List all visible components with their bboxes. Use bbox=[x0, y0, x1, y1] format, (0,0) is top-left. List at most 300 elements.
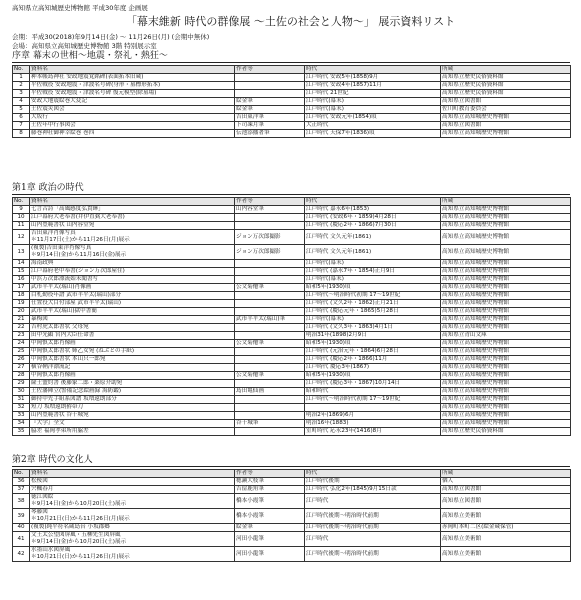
cell-no: 20 bbox=[13, 308, 30, 316]
cell-period: 江戸時代 (安政6年・1859)4月28日 bbox=[305, 214, 441, 222]
cell-owner: 高知県立高知城歴史博物館 bbox=[441, 308, 571, 316]
cell-name bbox=[30, 372, 235, 380]
cell-author: 公文菊僊筆 bbox=[235, 284, 305, 292]
table-row bbox=[13, 316, 571, 324]
item-name-line: 山内豊範書状 山内容堂宛 bbox=[31, 222, 95, 228]
item-name-line: 文王太公望図屏風・五柳先生図屏風 bbox=[31, 532, 121, 538]
table-row bbox=[13, 74, 571, 82]
cell-name bbox=[30, 230, 235, 245]
cell-period bbox=[305, 404, 441, 412]
cell-no: 6 bbox=[13, 114, 30, 122]
column-header-owner: 所蔵 bbox=[441, 198, 571, 206]
cell-no: 30 bbox=[13, 388, 30, 396]
table-row bbox=[13, 114, 571, 122]
table-row bbox=[13, 404, 571, 412]
cell-no: 33 bbox=[13, 412, 30, 420]
cell-name bbox=[30, 509, 235, 524]
cell-period: 明治16年(1883) bbox=[305, 420, 441, 428]
table-row bbox=[13, 420, 571, 428]
item-name-line: 大坂行 bbox=[31, 114, 48, 120]
cell-author bbox=[235, 324, 305, 332]
cell-owner: 高知県立高知城歴史博物館 bbox=[441, 388, 571, 396]
cell-name bbox=[30, 348, 235, 356]
cell-author bbox=[235, 396, 305, 404]
item-name-line: 七言古詩「高風感度弘貴曄」 bbox=[31, 206, 104, 212]
section-heading: 第2章 時代の文化人 bbox=[12, 455, 570, 467]
cell-author: 絵金筆 bbox=[235, 98, 305, 106]
cell-author: ジョン万次郎撮影 bbox=[235, 230, 305, 245]
cell-name bbox=[30, 316, 235, 324]
cell-owner: 高知県立図書館 bbox=[441, 98, 571, 106]
item-name-line: 水墨山水図屏風 bbox=[31, 547, 71, 553]
cell-owner: 高知県立高知城歴史博物館 bbox=[441, 222, 571, 230]
cell-period: 江戸時代 嘉永6年(1853) bbox=[305, 206, 441, 214]
cell-name bbox=[30, 82, 235, 90]
table-row bbox=[13, 340, 571, 348]
table-row bbox=[13, 122, 571, 130]
cell-owner: 高知県立高知城歴史博物館 bbox=[441, 316, 571, 324]
cell-no: 29 bbox=[13, 380, 30, 388]
cell-owner: 個人 bbox=[441, 478, 571, 486]
item-name-line: 田中光顕 宮内大臣任命書 bbox=[31, 332, 95, 338]
cell-author bbox=[235, 428, 305, 436]
cell-author: 河田小龍筆 bbox=[235, 547, 305, 562]
exhibit-table bbox=[12, 197, 571, 436]
table-row bbox=[13, 547, 571, 562]
cell-author bbox=[235, 222, 305, 230]
cell-period: 江戸時代 (慶応2年・1866)11月 bbox=[305, 356, 441, 364]
table-row bbox=[13, 324, 571, 332]
cell-owner: 高知県立歴史民俗資料館 bbox=[441, 74, 571, 82]
cell-no: 28 bbox=[13, 372, 30, 380]
cell-author: 穂瀬大枝筆 bbox=[235, 478, 305, 486]
cell-author: 谷干城筆 bbox=[235, 420, 305, 428]
cell-name bbox=[30, 214, 235, 222]
table-row bbox=[13, 284, 571, 292]
table-header-row bbox=[13, 198, 571, 206]
column-header-no: No. bbox=[13, 470, 30, 478]
item-name-line: 徳江図絵 bbox=[31, 494, 54, 500]
cell-owner: 赤岡町本町二区(絵金蔵保管) bbox=[441, 524, 571, 532]
cell-owner: 高知県立青山文庫 bbox=[441, 332, 571, 340]
cell-period: 江戸時代後期～明治時代前期 bbox=[305, 524, 441, 532]
table-row bbox=[13, 206, 571, 214]
cell-period: 昭和5年(1930)頃 bbox=[305, 284, 441, 292]
item-name-line: 中岡慎太郎書状 姉乙女宛 (ねぶとの手紙) bbox=[31, 348, 135, 354]
table-row bbox=[13, 106, 571, 114]
cell-no: 17 bbox=[13, 284, 30, 292]
cell-no: 18 bbox=[13, 292, 30, 300]
cell-no: 19 bbox=[13, 300, 30, 308]
cell-name bbox=[30, 300, 235, 308]
cell-period: 昭和5年(1930)頃 bbox=[305, 372, 441, 380]
item-name-line: 中岡慎太郎肖像画 bbox=[31, 340, 76, 346]
item-name-line: 松桜図 bbox=[31, 478, 48, 484]
cell-author bbox=[235, 404, 305, 412]
table-row bbox=[13, 222, 571, 230]
item-name-line: 暴梅図 bbox=[31, 316, 48, 322]
table-row bbox=[13, 300, 571, 308]
cell-no: 8 bbox=[13, 130, 30, 138]
column-header-name: 資料名 bbox=[30, 470, 235, 478]
cell-author: 武市半平太(瑞山)筆 bbox=[235, 316, 305, 324]
item-name-line: 江戸幕府老中奉書(ジョン万次郎屋住) bbox=[31, 268, 125, 274]
cell-owner: 高知県立高知城歴史博物館 bbox=[441, 284, 571, 292]
cell-author bbox=[235, 260, 305, 268]
exhibition-period: 会期：平成30(2018)年9月14日(金) ～ 11月26日(月) (会期中無休) bbox=[12, 33, 210, 41]
item-name-line: 土佐年中行事図会 bbox=[31, 122, 76, 128]
cell-period: 江戸時代 文久元年(1861) bbox=[305, 230, 441, 245]
column-header-author: 作者等 bbox=[235, 198, 305, 206]
cell-owner: 高知県立美術館 bbox=[441, 509, 571, 524]
item-name-line: ＊9月14日(金)から11月16日(金)展示 bbox=[31, 252, 127, 258]
item-name-line: 『大学』全文 bbox=[31, 420, 65, 426]
cell-owner: 高知県立高知城歴史博物館 bbox=[441, 348, 571, 356]
column-header-period: 時代 bbox=[305, 66, 441, 74]
cell-no: 24 bbox=[13, 340, 30, 348]
cell-name bbox=[30, 494, 235, 509]
org-line: 高知県立高知城歴史博物館 平成30年度 企画展 bbox=[12, 4, 148, 12]
cell-author bbox=[235, 300, 305, 308]
cell-no: 11 bbox=[13, 222, 30, 230]
cell-period: 江戸時代(幕末) bbox=[305, 98, 441, 106]
item-name-line: 横谷鞆洋漂流記 bbox=[31, 364, 71, 370]
cell-author bbox=[235, 268, 305, 276]
cell-author bbox=[235, 364, 305, 372]
cell-author bbox=[235, 356, 305, 364]
cell-name bbox=[30, 380, 235, 388]
cell-author bbox=[235, 412, 305, 420]
item-name-line: ＊10月21日(日)から11月26日(月)展示 bbox=[31, 516, 130, 522]
cell-author bbox=[235, 292, 305, 300]
cell-owner: 高知県立高知城歴史博物館 bbox=[441, 324, 571, 332]
cell-name bbox=[30, 284, 235, 292]
column-header-no: No. bbox=[13, 66, 30, 74]
column-header-owner: 所蔵 bbox=[441, 470, 571, 478]
table-row bbox=[13, 486, 571, 494]
item-name-line: 仕置役大目付部屋 武市半平太(瑞山) bbox=[31, 300, 122, 306]
section-heading: 第1章 政治の時代 bbox=[12, 183, 570, 195]
cell-no: 25 bbox=[13, 348, 30, 356]
cell-author: 公文菊僊筆 bbox=[235, 340, 305, 348]
cell-name bbox=[30, 130, 235, 138]
table-row bbox=[13, 82, 571, 90]
item-name-line: 武市半平太(瑞山)肖像画 bbox=[31, 284, 92, 290]
item-name-line: 土佐藩陣立(警備記念絵画録 海防鑑) bbox=[31, 388, 122, 394]
cell-name bbox=[30, 396, 235, 404]
table-row bbox=[13, 230, 571, 245]
cell-author bbox=[235, 74, 305, 82]
item-name-line: 薩土盟約書 後藤象二郎・桑原介助宛 bbox=[31, 380, 123, 386]
cell-no: 26 bbox=[13, 356, 30, 364]
item-name-line: ＊11月17日(土)から11月26日(月)展示 bbox=[31, 237, 130, 243]
cell-no: 42 bbox=[13, 547, 30, 562]
exhibit-table bbox=[12, 65, 571, 138]
item-name-line: 海南政典 bbox=[31, 260, 54, 266]
cell-name bbox=[30, 90, 235, 98]
item-name-line: ＊10月21日(日)から11月26日(月)展示 bbox=[31, 554, 130, 560]
cell-owner: 高知県立高知城歴史博物館 bbox=[441, 404, 571, 412]
cell-no: 22 bbox=[13, 324, 30, 332]
cell-no: 39 bbox=[13, 509, 30, 524]
cell-name bbox=[30, 292, 235, 300]
cell-owner: 高知県立図書館 bbox=[441, 122, 571, 130]
cell-period: 江戸時代 (文久3年・1863)4月1日 bbox=[305, 324, 441, 332]
item-name-line: ＊9月14日(金)から10月20日(土)展示 bbox=[31, 501, 127, 507]
table-row bbox=[13, 532, 571, 547]
cell-no: 9 bbox=[13, 206, 30, 214]
cell-period: 江戸時代 安政4年(1857)11月 bbox=[305, 82, 441, 90]
cell-name bbox=[30, 114, 235, 122]
cell-name bbox=[30, 308, 235, 316]
cell-owner: 高知県立高知城歴史博物館 bbox=[441, 114, 571, 122]
cell-owner: 高知県立高知城歴史博物館 bbox=[441, 245, 571, 260]
cell-author bbox=[235, 276, 305, 284]
cell-name bbox=[30, 388, 235, 396]
cell-period: 江戸時代 安政5年(1858)9月 bbox=[305, 74, 441, 82]
table-row bbox=[13, 428, 571, 436]
cell-period: 江戸時代(幕末) bbox=[305, 260, 441, 268]
cell-period: 江戸時代後期 bbox=[305, 478, 441, 486]
cell-author bbox=[235, 348, 305, 356]
item-name-line: 宍楓春月 bbox=[31, 486, 54, 492]
cell-period: 江戸時代～明治時代初期 17～19世紀 bbox=[305, 292, 441, 300]
item-name-line: 平佐戦役 安政地震・津波名号碑(身形・墓標形拓本) bbox=[31, 82, 161, 88]
cell-name bbox=[30, 324, 235, 332]
cell-no: 2 bbox=[13, 82, 30, 90]
cell-name bbox=[30, 74, 235, 82]
cell-no: 15 bbox=[13, 268, 30, 276]
item-name-line: 中岡慎太郎肖像画 bbox=[31, 372, 76, 378]
cell-name bbox=[30, 222, 235, 230]
cell-period: 江戸時代 bbox=[305, 532, 441, 547]
table-row bbox=[13, 245, 571, 260]
cell-author: 吉田東洋筆 bbox=[235, 114, 305, 122]
cell-period: 大正時代 bbox=[305, 122, 441, 130]
cell-name bbox=[30, 268, 235, 276]
table-row bbox=[13, 214, 571, 222]
cell-period: 江戸時代(幕末) bbox=[305, 276, 441, 284]
cell-author bbox=[235, 90, 305, 98]
cell-owner: 高知県立歴史民俗資料館 bbox=[441, 428, 571, 436]
cell-author: 公文菊僊筆 bbox=[235, 372, 305, 380]
cell-author: 島田亀仙画 bbox=[235, 388, 305, 396]
cell-author: 絵金筆 bbox=[235, 524, 305, 532]
cell-period: 江戸時代後期～明治時代前期 bbox=[305, 547, 441, 562]
cell-no: 27 bbox=[13, 364, 30, 372]
table-row bbox=[13, 364, 571, 372]
cell-name bbox=[30, 332, 235, 340]
cell-name bbox=[30, 486, 235, 494]
cell-no: 35 bbox=[13, 428, 30, 436]
item-name-line: 藤巻神社御神幸絵巻 巻四 bbox=[31, 130, 95, 136]
cell-owner: 高知県立美術館 bbox=[441, 547, 571, 562]
column-header-name: 資料名 bbox=[30, 198, 235, 206]
cell-no: 34 bbox=[13, 420, 30, 428]
cell-author bbox=[235, 380, 305, 388]
cell-period: 江戸時代 (慶応2年・1866)7月30日 bbox=[305, 222, 441, 230]
cell-author: ジョン万次郎撮影 bbox=[235, 245, 305, 260]
table-row bbox=[13, 412, 571, 420]
table-row bbox=[13, 276, 571, 284]
cell-no: 37 bbox=[13, 486, 30, 494]
column-header-author: 作者等 bbox=[235, 66, 305, 74]
item-name-line: ＊9月14日(金)から10月20日(土)展示 bbox=[31, 539, 127, 545]
item-name-line: 吉村虎太郎書状 父母宛 bbox=[31, 324, 89, 330]
cell-period: 江戸時代 bbox=[305, 494, 441, 509]
cell-name bbox=[30, 532, 235, 547]
cell-period: 室町時代 応永23年(1416)8月 bbox=[305, 428, 441, 436]
cell-owner: 高知県立高知城歴史博物館 bbox=[441, 206, 571, 214]
exhibit-table bbox=[12, 469, 571, 562]
cell-author bbox=[235, 82, 305, 90]
cell-author: 吉留鹿角筆 bbox=[235, 486, 305, 494]
cell-no: 10 bbox=[13, 214, 30, 222]
cell-no: 40 bbox=[13, 524, 30, 532]
cell-owner: 高知県立高知城歴史博物館 bbox=[441, 214, 571, 222]
cell-name bbox=[30, 404, 235, 412]
cell-name bbox=[30, 420, 235, 428]
cell-no: 16 bbox=[13, 276, 30, 284]
cell-owner: 高知県立高知城歴史博物館 bbox=[441, 260, 571, 268]
item-name-line: 安政大地震絵巻大変記 bbox=[31, 98, 87, 104]
cell-name bbox=[30, 340, 235, 348]
cell-no: 32 bbox=[13, 404, 30, 412]
table-row bbox=[13, 524, 571, 532]
item-name-line: 琴藤図 bbox=[31, 509, 48, 515]
item-name-line: 中岡慎太郎書状 本山只一郎宛 bbox=[31, 356, 106, 362]
table-row bbox=[13, 478, 571, 486]
cell-period: 江戸時代 21世紀 bbox=[305, 90, 441, 98]
table-row bbox=[13, 509, 571, 524]
table-row bbox=[13, 396, 571, 404]
cell-name bbox=[30, 478, 235, 486]
column-header-period: 時代 bbox=[305, 198, 441, 206]
column-header-owner: 所蔵 bbox=[441, 66, 571, 74]
cell-period: 昭和5年(1930)頃 bbox=[305, 340, 441, 348]
cell-period: 江戸時代後期～明治時代前期 bbox=[305, 509, 441, 524]
cell-period: 江戸時代 安政元年(1854)頃 bbox=[305, 114, 441, 122]
cell-period: 江戸時代(幕末) bbox=[305, 106, 441, 114]
cell-owner: 高知県立歴史民俗資料館 bbox=[441, 82, 571, 90]
cell-no: 5 bbox=[13, 106, 30, 114]
cell-owner: 高知県立高知城歴史博物館 bbox=[441, 412, 571, 420]
cell-name bbox=[30, 428, 235, 436]
table-header-row bbox=[13, 470, 571, 478]
cell-period: 江戸時代 文久元年(1861) bbox=[305, 245, 441, 260]
cell-period: 江戸時代 (文久2年・1862)正月21日 bbox=[305, 300, 441, 308]
cell-period: 江戸時代 天保7年(1836)頃 bbox=[305, 130, 441, 138]
section-heading: 序章 幕末の世相～地震・祭礼・熱狂～ bbox=[12, 51, 570, 63]
cell-period: 江戸時代(幕末) bbox=[305, 316, 441, 324]
cell-author: 下司凍月筆 bbox=[235, 122, 305, 130]
table-row bbox=[13, 308, 571, 316]
cell-owner: 高知県立美術館 bbox=[441, 532, 571, 547]
cell-author: 橋本小霞筆 bbox=[235, 509, 305, 524]
cell-author: 絵金筆 bbox=[235, 106, 305, 114]
cell-author: 山内容堂筆 bbox=[235, 206, 305, 214]
cell-owner: 高知県立高知城歴史博物館 bbox=[441, 130, 571, 138]
cell-owner: 高知県立高知城歴史博物館 bbox=[441, 420, 571, 428]
cell-name bbox=[30, 245, 235, 260]
cell-author: 河田小龍筆 bbox=[235, 532, 305, 547]
table-row bbox=[13, 356, 571, 364]
cell-name bbox=[30, 364, 235, 372]
item-name-line: 白札勤役年譜 武市半平太(瑞山)部分 bbox=[31, 292, 122, 298]
cell-name bbox=[30, 122, 235, 130]
table-row bbox=[13, 348, 571, 356]
cell-owner: 高知県立高知城歴史博物館 bbox=[441, 364, 571, 372]
column-header-author: 作者等 bbox=[235, 470, 305, 478]
column-header-period: 時代 bbox=[305, 470, 441, 478]
item-name-line: 吉田東洋肖像写真 bbox=[31, 230, 76, 236]
cell-no: 14 bbox=[13, 260, 30, 268]
cell-owner: 佐川町教育委員会 bbox=[441, 106, 571, 114]
table-header-row bbox=[13, 66, 571, 74]
cell-owner: 高知県立高知城歴史博物館 bbox=[441, 292, 571, 300]
cell-name bbox=[30, 356, 235, 364]
item-name-line: (複製)純平符名蔵島台 小坂郡郷 bbox=[31, 524, 110, 530]
cell-owner: 高知県立図書館 bbox=[441, 494, 571, 509]
cell-author: 伝池添播著筆 bbox=[235, 130, 305, 138]
item-name-line: 御持中先手組系図譜 坂増遠朗部分 bbox=[31, 396, 117, 402]
cell-name bbox=[30, 206, 235, 214]
cell-name bbox=[30, 276, 235, 284]
table-row bbox=[13, 268, 571, 276]
cell-no: 3 bbox=[13, 90, 30, 98]
item-name-line: 武市半平太(瑞山)獄中書簡 bbox=[31, 308, 97, 314]
item-name-line: (複製)吉田東洋肖像写真 bbox=[31, 245, 92, 251]
cell-period: 江戸時代 (慶応3年・1867)10月14日 bbox=[305, 380, 441, 388]
cell-name bbox=[30, 524, 235, 532]
item-name-line: 江戸幕府大老奉書(井伊直弼大老奉書) bbox=[31, 214, 125, 220]
cell-no: 12 bbox=[13, 230, 30, 245]
cell-no: 31 bbox=[13, 396, 30, 404]
table-row bbox=[13, 372, 571, 380]
table-row bbox=[13, 260, 571, 268]
cell-no: 4 bbox=[13, 98, 30, 106]
cell-period: 江戸時代 (慶応元年・1865)5月28日 bbox=[305, 308, 441, 316]
cell-owner: 高知県立図書館 bbox=[441, 486, 571, 494]
cell-no: 13 bbox=[13, 245, 30, 260]
cell-period: 江戸時代 (嘉永7年・1854)正月9日 bbox=[305, 268, 441, 276]
item-name-line: 土佐震災図会 bbox=[31, 106, 65, 112]
column-header-no: No. bbox=[13, 198, 30, 206]
cell-period: 江戸時代～明治時代初期 17～19世紀 bbox=[305, 396, 441, 404]
item-name-line: 中浜万次郎漂流始末聞書写 bbox=[31, 276, 99, 282]
cell-period: 江戸時代 弘化2年(1845)9月15日款 bbox=[305, 486, 441, 494]
cell-period: 江戸時代 慶応3年(1867) bbox=[305, 364, 441, 372]
cell-owner: 高知県立高知城歴史博物館 bbox=[441, 372, 571, 380]
cell-period: 明治31年(1898)2月9日 bbox=[305, 332, 441, 340]
cell-owner: 高知県立歴史民俗資料館 bbox=[441, 90, 571, 98]
cell-owner: 高知県立高知城歴史博物館 bbox=[441, 276, 571, 284]
item-name-line: 脇差 福岡孝弟所用脇差 bbox=[31, 428, 89, 434]
cell-no: 7 bbox=[13, 122, 30, 130]
cell-period: 明治2年(1869)6月 bbox=[305, 412, 441, 420]
cell-no: 38 bbox=[13, 494, 30, 509]
cell-owner: 高知県立高知城歴史博物館 bbox=[441, 230, 571, 245]
cell-owner: 高知県立高知城歴史博物館 bbox=[441, 380, 571, 388]
cell-owner: 高知県立高知城歴史博物館 bbox=[441, 356, 571, 364]
cell-name bbox=[30, 260, 235, 268]
table-row bbox=[13, 98, 571, 106]
cell-author: 橋本小霞筆 bbox=[235, 494, 305, 509]
cell-no: 1 bbox=[13, 74, 30, 82]
cell-author bbox=[235, 308, 305, 316]
exhibition-venue: 会場：高知県立高知城歴史博物館 3階 特別展示室 bbox=[12, 42, 157, 50]
cell-name bbox=[30, 98, 235, 106]
